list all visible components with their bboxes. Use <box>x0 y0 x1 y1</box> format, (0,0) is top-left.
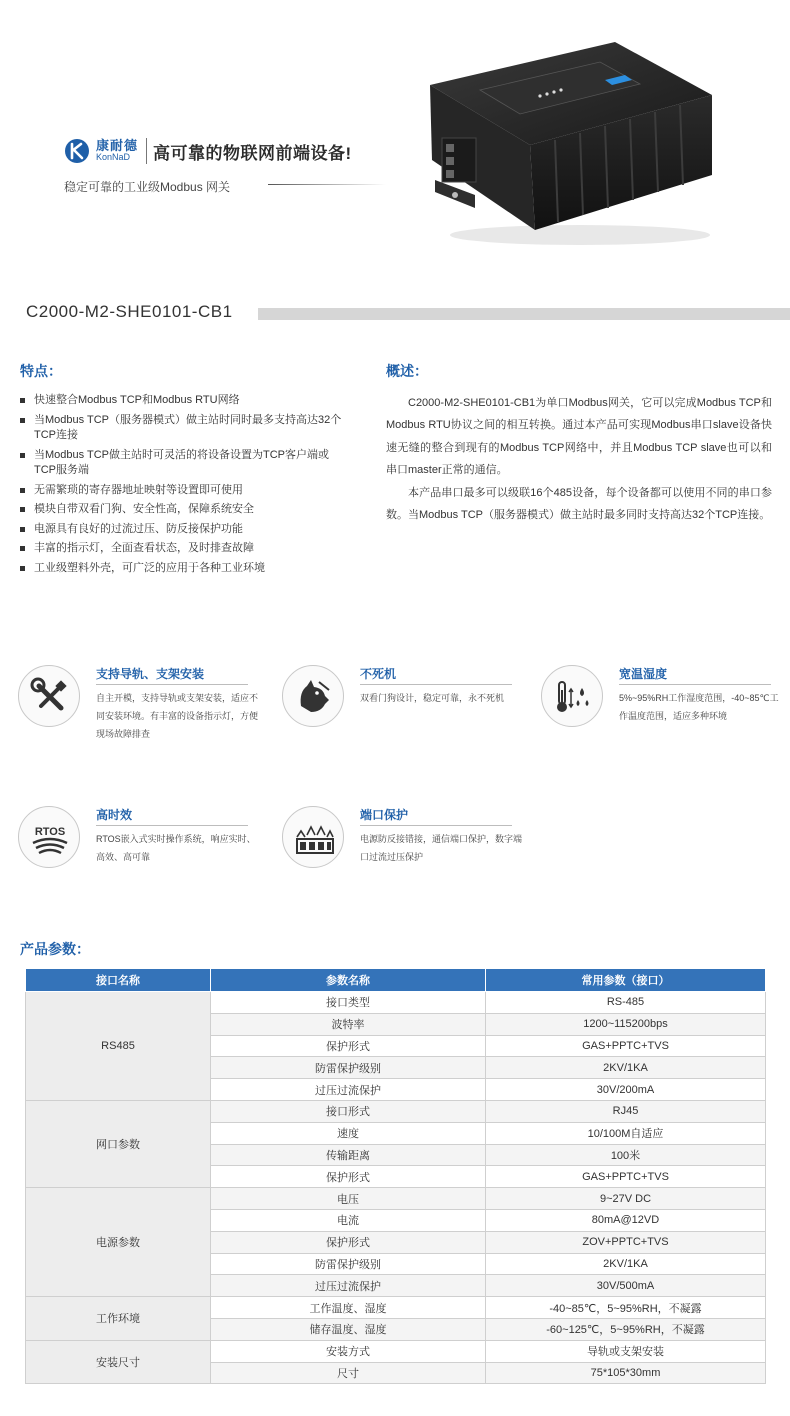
param-value: 10/100M自适应 <box>486 1122 766 1144</box>
params-table <box>25 968 766 1384</box>
feature-tile-mounting <box>18 665 258 755</box>
overview-paragraph: 本产品串口最多可以级联16个485设备，每个设备都可以使用不同的串口参数。当Modbus TCP（服务器模式）做主站时最多同时支持高达32个TCP连接。 <box>386 486 772 522</box>
tile-title: 端口保护 <box>360 808 409 822</box>
feature-item: 丰富的指示灯，全面查看状态，及时排查故障 <box>20 541 350 557</box>
param-name: 储存温度、湿度 <box>211 1318 486 1340</box>
param-value: -40~85℃，5~95%RH，不凝露 <box>486 1297 766 1319</box>
feature-item: 模块自带双看门狗、安全性高，保障系统安全 <box>20 502 350 518</box>
param-value: 75*105*30mm <box>486 1362 766 1384</box>
tile-title: 宽温湿度 <box>619 667 668 681</box>
param-value: 2KV/1KA <box>486 1057 766 1079</box>
group-name: RS485 <box>26 992 211 1101</box>
tagline: 稳定可靠的工业级Modbus 网关 <box>64 180 231 194</box>
model-number: C2000-M2-SHE0101-CB1 <box>26 302 233 321</box>
product-image <box>420 40 720 250</box>
param-value: 30V/200mA <box>486 1079 766 1101</box>
param-name: 防雷保护级别 <box>211 1253 486 1275</box>
overview-paragraph: C2000-M2-SHE0101-CB1为单口Modbus网关，它可以完成Modbus TCP和Modbus RTU协议之间的相互转换。通过本产品可实现Modbus串口slave设备快速无缝的整合到现有的Modbus TCP网络中，并且Modbus TCP slave也可以和串口master正常的通信。 <box>386 397 772 477</box>
group-name: 电源参数 <box>26 1188 211 1297</box>
feature-tile-rtos <box>18 806 258 896</box>
brand-logo <box>64 138 352 164</box>
hero-banner <box>0 0 790 290</box>
group-name: 安装尺寸 <box>26 1340 211 1384</box>
model-divider-bar <box>258 308 790 320</box>
params-title: 产品参数： <box>20 941 90 957</box>
param-name: 接口形式 <box>211 1100 486 1122</box>
param-value: 30V/500mA <box>486 1275 766 1297</box>
features-title: 特点： <box>20 363 62 379</box>
table-row <box>26 1100 766 1122</box>
table-row <box>26 1297 766 1319</box>
feature-item: 电源具有良好的过流过压、防反接保护功能 <box>20 522 350 538</box>
tile-description: 电源防反接错接，通信端口保护，数字端口过流过压保护 <box>360 834 523 862</box>
param-name: 防雷保护级别 <box>211 1057 486 1079</box>
param-name: 保护形式 <box>211 1231 486 1253</box>
table-row <box>26 1340 766 1362</box>
feature-item: 工业级塑料外壳，可广泛的应用于各种工业环境 <box>20 561 350 577</box>
param-name: 波特率 <box>211 1013 486 1035</box>
param-name: 电压 <box>211 1188 486 1210</box>
tile-title: 高时效 <box>96 808 133 822</box>
tile-divider <box>360 684 512 685</box>
watchdog-icon <box>282 665 344 727</box>
param-name: 保护形式 <box>211 1035 486 1057</box>
param-value: 导轨或支架安装 <box>486 1340 766 1362</box>
tile-divider <box>619 684 771 685</box>
param-value: RJ45 <box>486 1100 766 1122</box>
tile-divider <box>96 825 248 826</box>
feature-item: 无需繁琐的寄存器地址映射等设置即可使用 <box>20 483 350 499</box>
overview-body <box>386 392 772 526</box>
tagline-divider <box>268 184 386 185</box>
tile-description: 自主开模，支持导轨或支架安装，适应不同安装环境。有丰富的设备指示灯，方便现场故障排查 <box>96 693 259 739</box>
logo-divider <box>146 138 147 164</box>
param-value: 1200~115200bps <box>486 1013 766 1035</box>
rtos-icon-text: RTOS <box>34 826 66 838</box>
tile-description: 5%~95%RH工作湿度范围，-40~85℃工作温度范围，适应多种环境 <box>619 693 779 721</box>
table-row <box>26 1188 766 1210</box>
group-name: 工作环境 <box>26 1297 211 1341</box>
tile-description: 双看门狗设计，稳定可靠，永不死机 <box>360 693 505 703</box>
table-header-row <box>26 969 766 992</box>
tile-divider <box>360 825 512 826</box>
param-value: 9~27V DC <box>486 1188 766 1210</box>
feature-tile-port-protection <box>282 806 522 896</box>
brand-name-en: KonNaD <box>96 152 131 163</box>
feature-item: 当Modbus TCP做主站时可灵活的将设备设置为TCP客户端或TCP服务端 <box>20 448 350 479</box>
param-name: 过压过流保护 <box>211 1079 486 1101</box>
thermometer-icon <box>541 665 603 727</box>
tools-icon <box>18 665 80 727</box>
param-value: 2KV/1KA <box>486 1253 766 1275</box>
param-name: 接口类型 <box>211 992 486 1014</box>
overview-title: 概述： <box>386 363 428 379</box>
param-value: GAS+PPTC+TVS <box>486 1035 766 1057</box>
column-header: 参数名称 <box>211 969 486 992</box>
tile-divider <box>96 684 248 685</box>
tile-title: 不死机 <box>360 667 397 681</box>
param-value: 80mA@12VD <box>486 1209 766 1231</box>
param-value: RS-485 <box>486 992 766 1014</box>
tile-description: RTOS嵌入式实时操作系统，响应实时、高效、高可靠 <box>96 834 256 862</box>
feature-tile-temperature <box>541 665 781 755</box>
feature-item: 当Modbus TCP（服务器模式）做主站时同时最多支持高达32个TCP连接 <box>20 413 350 444</box>
table-row <box>26 992 766 1014</box>
param-value: -60~125℃，5~95%RH，不凝露 <box>486 1318 766 1340</box>
group-name: 网口参数 <box>26 1100 211 1187</box>
column-header: 常用参数（接口） <box>486 969 766 992</box>
port-protection-icon <box>282 806 344 868</box>
param-name: 安装方式 <box>211 1340 486 1362</box>
param-name: 传输距离 <box>211 1144 486 1166</box>
param-name: 保护形式 <box>211 1166 486 1188</box>
slogan: 高可靠的物联网前端设备! <box>153 143 352 163</box>
param-name: 过压过流保护 <box>211 1275 486 1297</box>
param-name: 工作温度、湿度 <box>211 1297 486 1319</box>
feature-tile-watchdog <box>282 665 522 755</box>
param-value: GAS+PPTC+TVS <box>486 1166 766 1188</box>
column-header: 接口名称 <box>26 969 211 992</box>
features-list <box>20 393 350 580</box>
rtos-icon <box>18 806 80 868</box>
feature-item: 快速整合Modbus TCP和Modbus RTU网络 <box>20 393 350 409</box>
param-value: 100米 <box>486 1144 766 1166</box>
param-name: 速度 <box>211 1122 486 1144</box>
param-name: 尺寸 <box>211 1362 486 1384</box>
param-value: ZOV+PPTC+TVS <box>486 1231 766 1253</box>
konnad-logo-icon <box>64 138 90 164</box>
param-name: 电流 <box>211 1209 486 1231</box>
tile-title: 支持导轨、支架安装 <box>96 667 205 681</box>
brand-name-cn: 康耐德 <box>96 138 139 154</box>
